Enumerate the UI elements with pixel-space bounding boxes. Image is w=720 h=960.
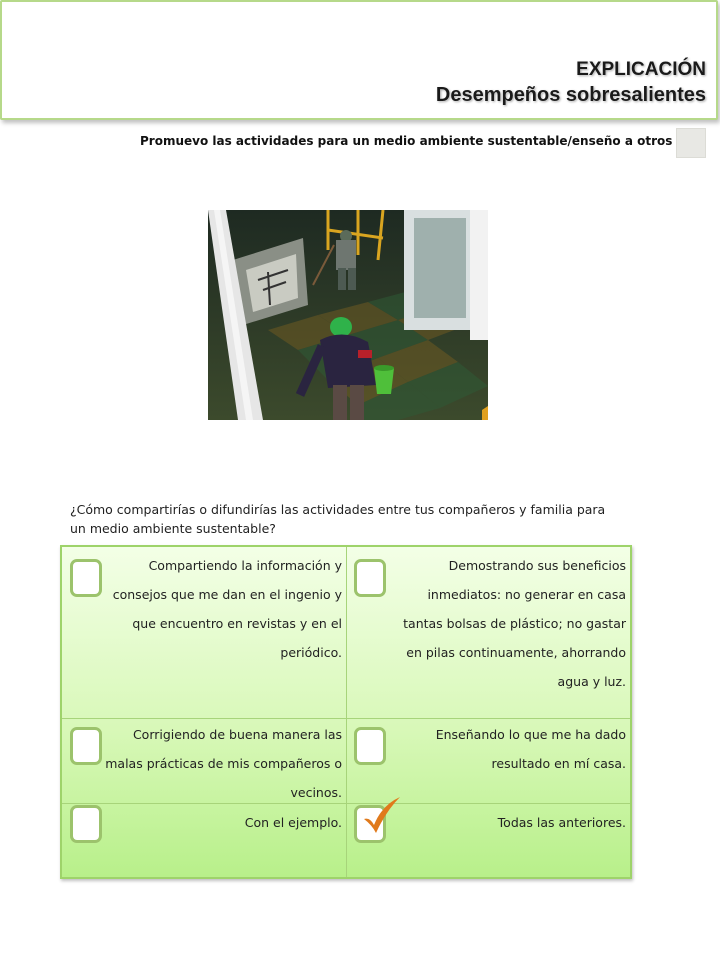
options-table <box>60 545 632 879</box>
option-5-checkbox[interactable] <box>70 805 102 843</box>
performance-statement: Promuevo las actividades para un medio ambiente sustentable/enseño a otros <box>140 134 673 148</box>
activity-photo <box>208 210 488 420</box>
option-2-label: Demostrando sus beneficios inmediatos: no generar en casa tantas bolsas de plástico; no gastar en pilas continuamente, ahorrando agua y luz. <box>403 558 626 689</box>
option-4-label: Enseñando lo que me ha dado resultado en mí casa. <box>435 727 626 771</box>
option-5-label: Con el ejemplo. <box>244 815 342 830</box>
row-divider <box>62 718 630 719</box>
option-6-label: Todas las anteriores. <box>497 815 626 830</box>
statement-marker <box>676 128 706 158</box>
option-1-label: Compartiendo la información y consejos que me dan en el ingenio y que encuentro en revistas y en el periódico. <box>112 558 342 660</box>
checkmark-icon <box>360 795 404 835</box>
option-1-checkbox[interactable] <box>70 559 102 597</box>
title-block <box>436 58 706 108</box>
option-2-checkbox[interactable] <box>354 559 386 597</box>
photo-image <box>208 210 488 420</box>
header-banner <box>0 0 718 120</box>
page-title: EXPLICACIÓN <box>576 59 706 80</box>
question-text: ¿Cómo compartirías o difundirías las actividades entre tus compañeros y familia para un medio ambiente sustentable? <box>70 502 606 536</box>
page-subtitle: Desempeños sobresalientes <box>435 84 706 106</box>
option-4-checkbox[interactable] <box>354 727 386 765</box>
option-3-label: Corrigiendo de buena manera las malas prácticas de mis compañeros o vecinos. <box>105 727 342 800</box>
option-3-checkbox[interactable] <box>70 727 102 765</box>
column-divider <box>346 547 347 877</box>
